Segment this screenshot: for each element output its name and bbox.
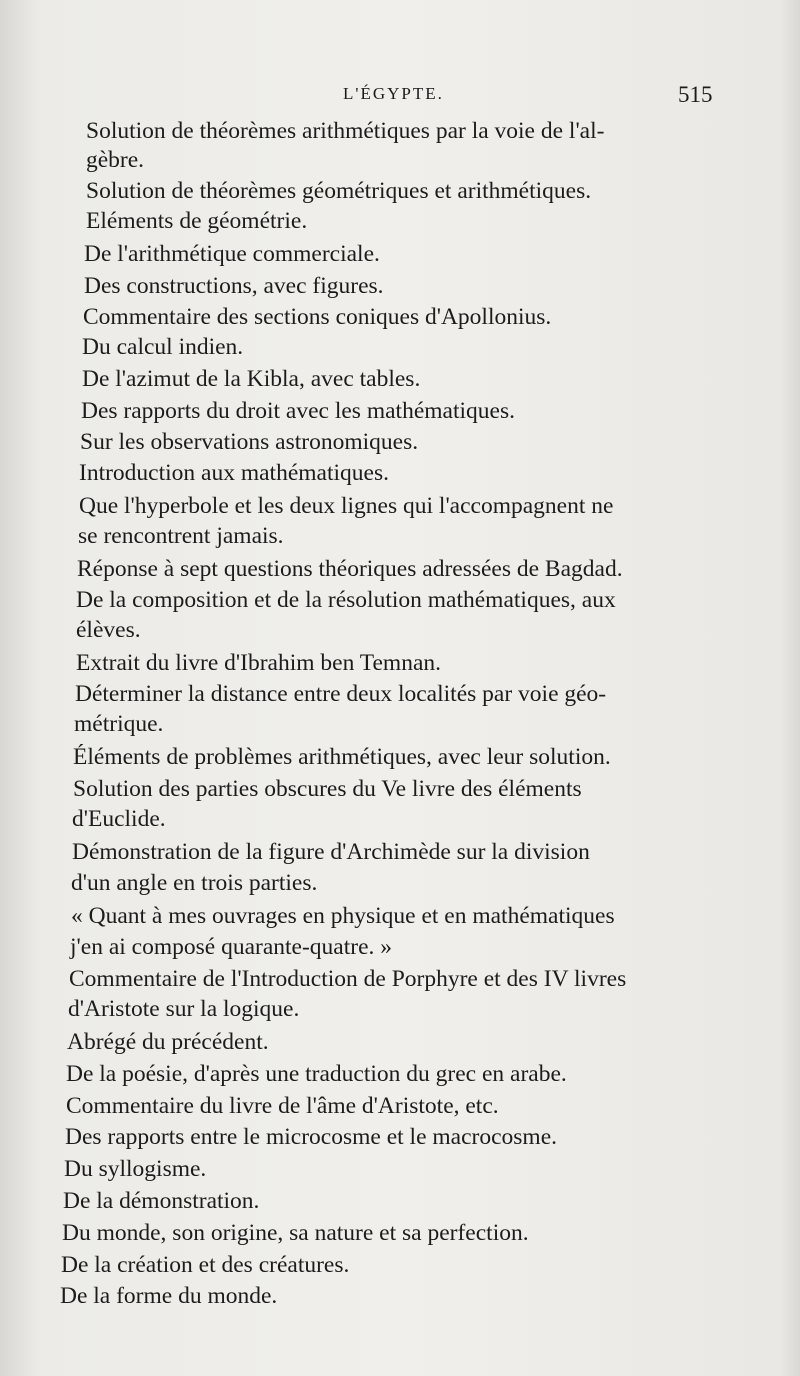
text-line: j'en ai composé quarante-quatre. » — [70, 934, 393, 960]
text-line: Éléments de problèmes arithmétiques, avec leur solution. — [73, 744, 611, 770]
text-line: Des rapports du droit avec les mathématiques. — [81, 398, 515, 424]
text-line: Extrait du livre d'Ibrahim ben Temnan. — [76, 650, 441, 676]
text-line: Déterminer la distance entre deux localités par voie géo- — [75, 681, 607, 707]
text-line: d'un angle en trois parties. — [71, 870, 318, 896]
text-line: Commentaire des sections coniques d'Apollonius. — [83, 304, 552, 330]
page-number: 515 — [678, 82, 713, 107]
text-line: métrique. — [74, 711, 164, 737]
text-line: Des constructions, avec figures. — [84, 273, 384, 299]
text-line: De la création et des créatures. — [61, 1252, 350, 1278]
text-line: Sur les observations astronomiques. — [80, 429, 419, 455]
text-line: De l'arithmétique commerciale. — [84, 241, 380, 267]
text-line: Eléments de géométrie. — [86, 208, 308, 234]
text-line: Solution de théorèmes géométriques et arithmétiques. — [86, 178, 592, 204]
text-line: Commentaire du livre de l'âme d'Aristote, etc. — [66, 1093, 499, 1119]
text-line: Que l'hyperbole et les deux lignes qui l'accompagnent ne — [79, 493, 614, 519]
text-line: d'Euclide. — [72, 806, 166, 832]
text-line: Solution de théorèmes arithmétiques par la voie de l'al- — [86, 118, 605, 144]
text-line: De la composition et de la résolution mathématiques, aux — [76, 587, 616, 613]
text-line: élèves. — [76, 617, 141, 643]
running-title: L'ÉGYPTE. — [343, 84, 444, 103]
text-line: Des rapports entre le microcosme et le macrocosme. — [65, 1124, 557, 1150]
text-line: Abrégé du précédent. — [67, 1029, 269, 1055]
text-line: « Quant à mes ouvrages en physique et en mathématiques — [71, 903, 615, 929]
text-line: d'Aristote sur la logique. — [68, 996, 300, 1022]
page-header — [0, 84, 800, 114]
text-line: De l'azimut de la Kibla, avec tables. — [82, 366, 421, 392]
text-line: se rencontrent jamais. — [78, 523, 284, 549]
text-line: De la poésie, d'après une traduction du grec en arabe. — [66, 1061, 567, 1087]
text-line: Du calcul indien. — [82, 334, 244, 360]
text-line: Solution des parties obscures du Ve livre des éléments — [73, 776, 582, 802]
text-line: gèbre. — [86, 147, 145, 173]
text-line: De la forme du monde. — [60, 1283, 278, 1309]
text-line: Introduction aux mathématiques. — [79, 460, 389, 486]
text-line: Démonstration de la figure d'Archimède sur la division — [72, 839, 590, 865]
text-line: Réponse à sept questions théoriques adressées de Bagdad. — [77, 556, 623, 582]
text-line: Commentaire de l'Introduction de Porphyre et des IV livres — [69, 966, 627, 992]
text-line: Du syllogisme. — [64, 1156, 207, 1182]
text-line: De la démonstration. — [63, 1188, 260, 1214]
text-line: Du monde, son origine, sa nature et sa perfection. — [62, 1220, 529, 1246]
